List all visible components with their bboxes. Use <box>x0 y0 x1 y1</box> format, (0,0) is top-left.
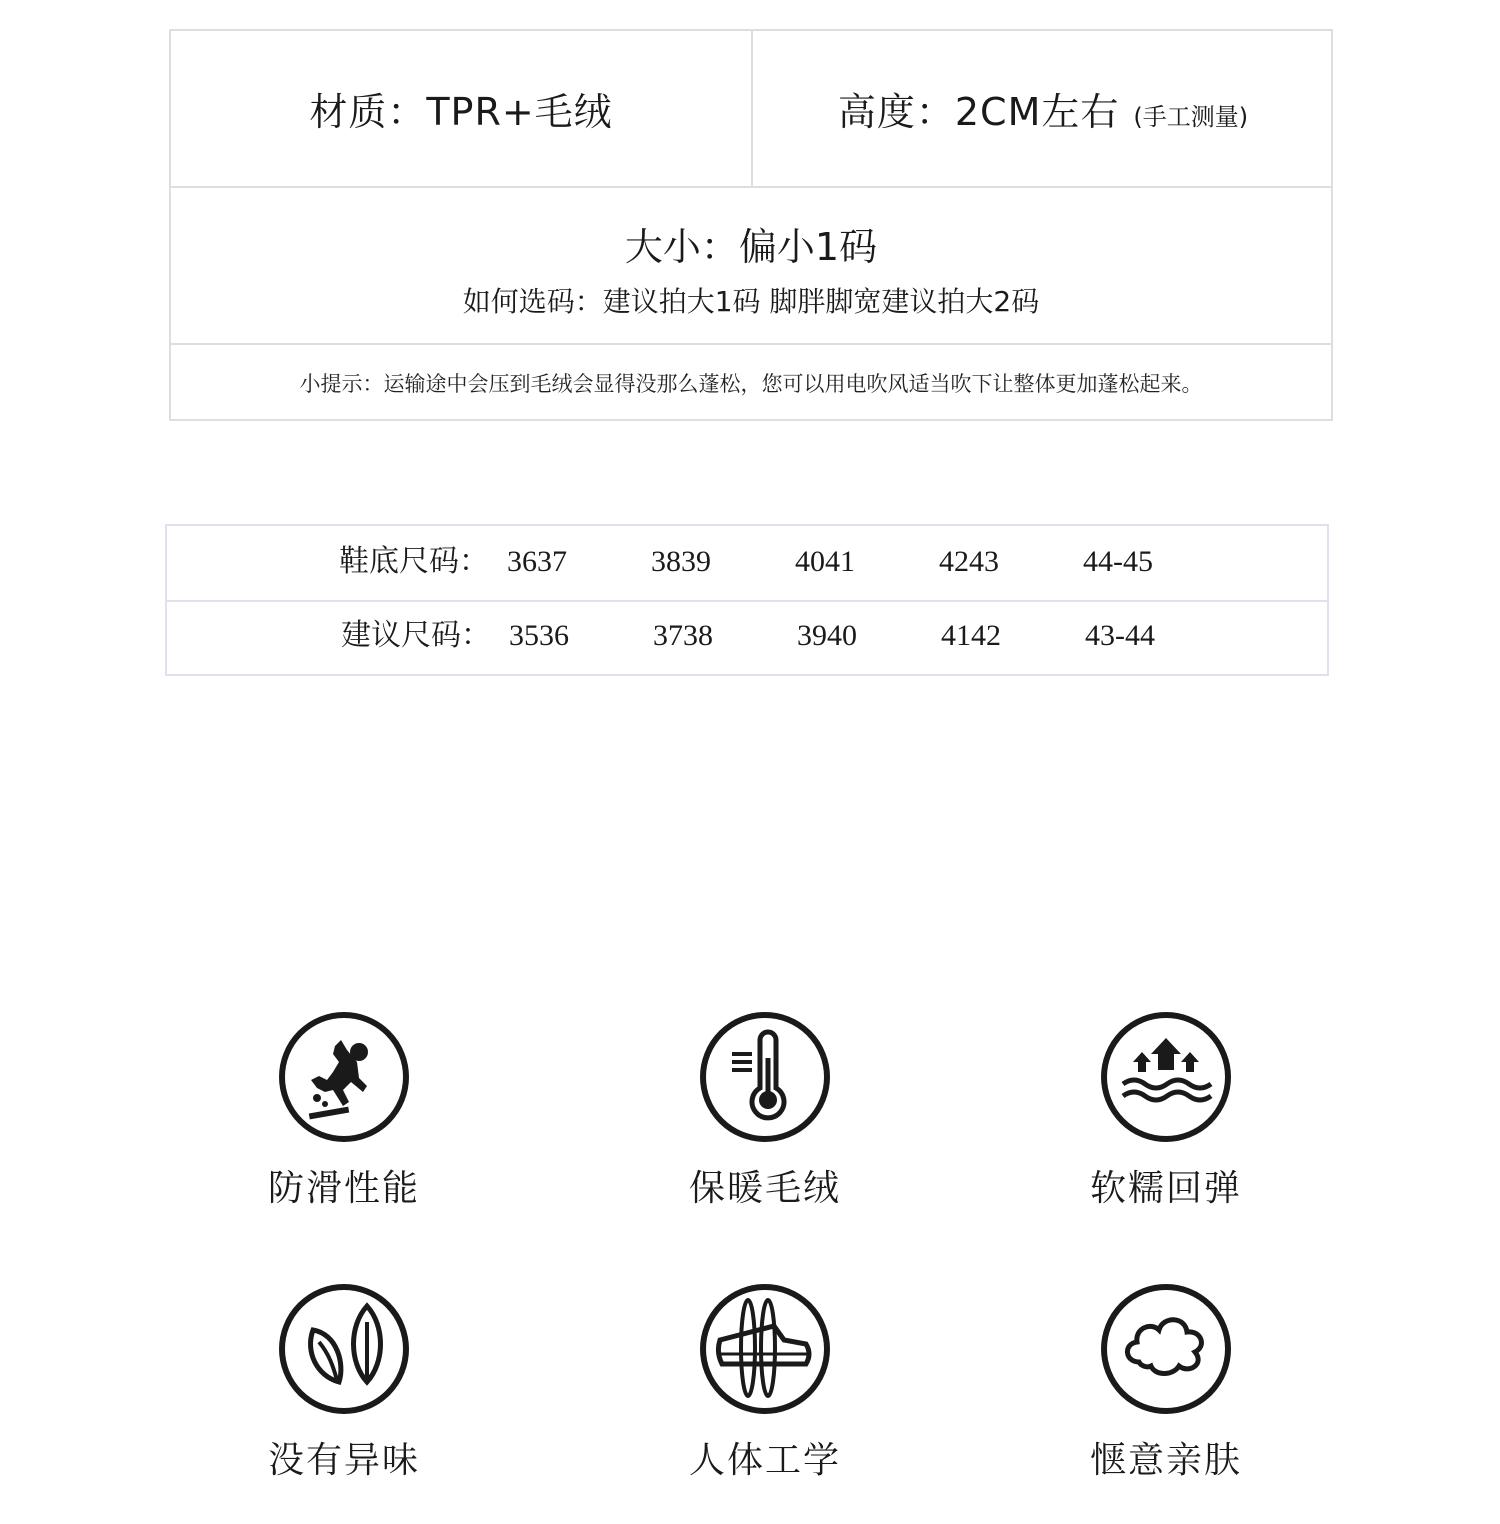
table-cell: 3637 <box>507 545 567 578</box>
feature-label: 防滑性能 <box>267 1168 420 1209</box>
table-cell: 3940 <box>797 619 857 652</box>
size-table <box>165 524 1329 676</box>
table-cell: 4142 <box>941 619 1001 652</box>
table-cell: 44-45 <box>1083 545 1153 578</box>
thermometer-icon <box>698 1010 832 1144</box>
feature-soft-rebound <box>1056 1010 1276 1230</box>
table-row <box>167 526 1327 602</box>
table-cell: 4243 <box>939 545 999 578</box>
height-note: (手工测量) <box>1133 103 1249 131</box>
table-cell: 4041 <box>795 545 855 578</box>
table-row <box>167 600 1327 676</box>
feature-label: 惬意亲肤 <box>1089 1440 1242 1481</box>
feature-label: 没有异味 <box>267 1440 420 1481</box>
feature-warm-plush <box>655 1010 875 1230</box>
spec-table <box>169 29 1333 421</box>
material-text: 材质：TPR+毛绒 <box>309 90 613 134</box>
table-cell: 3536 <box>509 619 569 652</box>
tip-text: 小提示：运输途中会压到毛绒会显得没那么蓬松，您可以用电吹风适当吹下让整体更加蓬松起来。 <box>299 372 1203 396</box>
suggest-size-label: 建议尺码： <box>341 618 491 653</box>
table-cell: 3839 <box>651 545 711 578</box>
spec-row-tip <box>171 345 1331 421</box>
feature-label: 保暖毛绒 <box>688 1168 841 1209</box>
height-cell <box>753 31 1333 186</box>
size-advice: 如何选码：建议拍大1码 脚胖脚宽建议拍大2码 <box>462 285 1040 318</box>
size-text: 大小：偏小1码 <box>624 225 878 269</box>
table-cell: 43-44 <box>1085 619 1155 652</box>
material-cell <box>171 31 751 186</box>
leaf-icon <box>277 1282 411 1416</box>
feature-skin-friendly <box>1056 1282 1276 1502</box>
anti-slip-icon <box>277 1010 411 1144</box>
sole-size-label: 鞋底尺码： <box>339 544 489 579</box>
spec-row-material-height <box>171 31 1331 188</box>
rebound-icon <box>1099 1010 1233 1144</box>
feature-no-odor <box>234 1282 454 1502</box>
table-cell: 3738 <box>653 619 713 652</box>
height-text: 高度：2CM左右 <box>837 90 1120 134</box>
feature-ergonomic <box>655 1282 875 1502</box>
feature-anti-slip <box>234 1010 454 1230</box>
cloud-icon <box>1099 1282 1233 1416</box>
ergonomic-shoe-icon <box>698 1282 832 1416</box>
spec-row-size <box>171 188 1331 345</box>
feature-label: 人体工学 <box>688 1440 841 1481</box>
feature-label: 软糯回弹 <box>1089 1168 1242 1209</box>
